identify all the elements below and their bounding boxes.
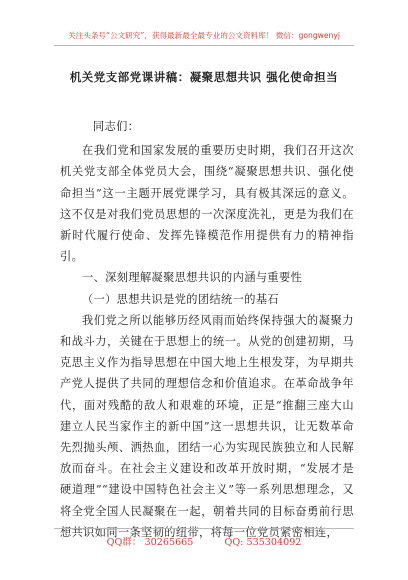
intro-paragraph: 在我们党和国家发展的重要历史时期，我们召开这次机关党支部全体党员大会，围绕“凝聚思想共识、强化使命担当”这一主题开展党课学习，具有极其深远的意义。这不仅是对我们党员思想的一次深度洗礼，更是为我们在新时代履行使命、发挥先锋模范作用提供有力的精神指引。 <box>60 144 354 264</box>
header-divider <box>54 45 354 46</box>
section-heading: 一、深刻理解凝聚思想共识的内涵与重要性 <box>82 271 303 285</box>
footer-qq-number: QQ: 535304092 <box>224 537 302 548</box>
footer-divider <box>54 528 354 529</box>
subsection-heading: （一）思想共识是党的团结统一的基石 <box>82 292 279 306</box>
greeting: 同志们： <box>93 120 140 133</box>
document-title: 机关党支部党课讲稿：凝聚思想共识 强化使命担当 <box>69 70 339 84</box>
document-body <box>60 116 354 543</box>
header-promo-text: 关注头条号“公文研究”，获得最新最全最专业的公文资料库！ 微信：gongwenyj <box>68 31 340 40</box>
footer-contact <box>0 534 408 548</box>
body-paragraph: 我们党之所以能够历经风雨而始终保持强大的凝聚力和战斗力，关键在于思想上的统一。从党的创建初期，马克思主义作为指导思想在中国大地上生根发芽，为早期共产党人提供了共同的理想信念和价值追求。在革命战争年代，面对残酷的敌人和艰难的环境，正是“推翻三座大山建立人民当家作主的新中国”这一思想共识，让无数革命先烈抛头颅、洒热血，团结一心为实现民族独立和人民解放而奋斗。在社会主义建设和改革开放时期，“发展才是硬道理”“建设中国特色社会主义”等一系列思想理念，又将全党全国人民凝聚在一起，朝着共同的目标奋勇前行思想共识如同一条坚韧的纽带，将每一位党员紧密相连， <box>60 313 354 539</box>
footer-qq-group: QQ群： 30265665 <box>106 537 194 548</box>
